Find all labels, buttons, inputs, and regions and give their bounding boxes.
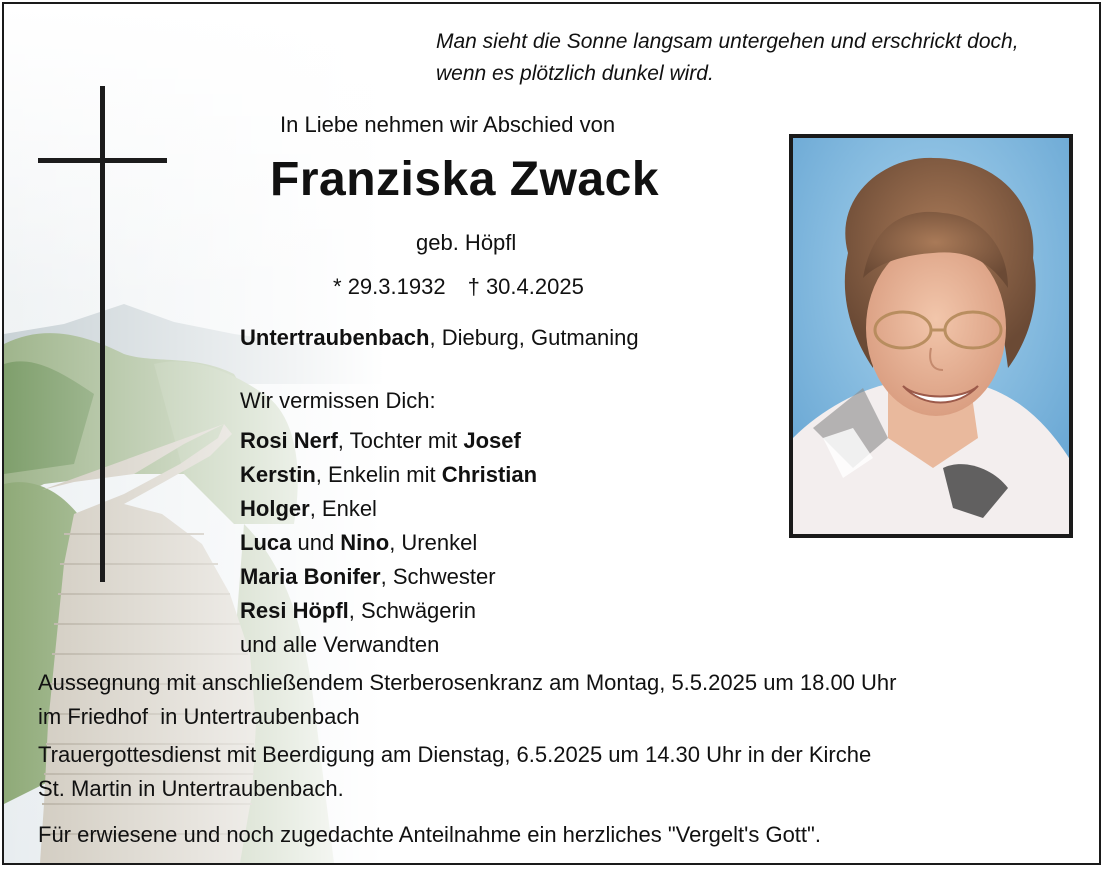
life-dates bbox=[333, 274, 584, 300]
mourner-relation: und bbox=[291, 530, 341, 555]
service-line-1: Trauergottesdienst mit Beerdigung am Dienstag, 6.5.2025 um 14.30 Uhr in der Kirche bbox=[38, 742, 872, 767]
mourner-name: Holger bbox=[240, 496, 310, 521]
quote-line-1: Man sieht die Sonne langsam untergehen und erschrickt doch, bbox=[436, 30, 1019, 53]
death-date: 30.4.2025 bbox=[485, 274, 584, 299]
mourner-name: Maria Bonifer bbox=[240, 564, 381, 589]
mourner-item bbox=[240, 492, 537, 526]
cross-horizontal-beam bbox=[38, 158, 167, 163]
mourner-relation: , Enkelin mit bbox=[315, 462, 442, 487]
blessing-line-1: Aussegnung mit anschließendem Sterberosenkranz am Montag, 5.5.2025 um 18.00 Uhr bbox=[38, 670, 897, 695]
funeral-service-notice bbox=[38, 738, 871, 806]
deceased-name: Franziska Zwack bbox=[270, 153, 660, 206]
mourner-relation-suffix: , Urenkel bbox=[389, 530, 478, 555]
blessing-notice bbox=[38, 666, 896, 734]
mourners-list bbox=[240, 424, 537, 662]
mourner-relation: , Tochter mit bbox=[337, 428, 464, 453]
mourner-relation: , Schwägerin bbox=[348, 598, 476, 623]
mourners-closing: und alle Verwandten bbox=[240, 632, 440, 657]
mourners-intro: Wir vermissen Dich: bbox=[240, 388, 436, 413]
birth-date: 29.3.1932 bbox=[347, 274, 446, 299]
portrait-photo bbox=[789, 134, 1073, 538]
quote-line-2: wenn es plötzlich dunkel wird. bbox=[436, 62, 714, 85]
blessing-line-2: im Friedhof in Untertraubenbach bbox=[38, 704, 360, 729]
mourner-item bbox=[240, 560, 537, 594]
place-primary: Untertraubenbach bbox=[240, 325, 430, 350]
quote bbox=[436, 26, 1086, 90]
farewell-intro: In Liebe nehmen wir Abschied von bbox=[280, 112, 616, 137]
thanks-notice: Für erwiesene und noch zugedachte Anteilnahme ein herzliches "Vergelt's Gott". bbox=[38, 822, 821, 847]
mourner-item bbox=[240, 458, 537, 492]
mourner-partner: Christian bbox=[441, 462, 538, 487]
death-symbol: † bbox=[467, 274, 480, 299]
obituary-card bbox=[2, 2, 1101, 865]
mourner-partner: Nino bbox=[340, 530, 390, 555]
mourner-relation: , Enkel bbox=[309, 496, 377, 521]
place-others: , Dieburg, Gutmaning bbox=[429, 325, 639, 350]
mourner-partner: Josef bbox=[463, 428, 521, 453]
mourner-name: Kerstin bbox=[240, 462, 316, 487]
mourner-name: Rosi Nerf bbox=[240, 428, 338, 453]
places bbox=[240, 325, 639, 351]
mourner-item bbox=[240, 424, 537, 458]
birth-name: geb. Höpfl bbox=[416, 230, 517, 255]
birth-symbol: * bbox=[333, 274, 342, 299]
mourner-item bbox=[240, 594, 537, 628]
mourner-item bbox=[240, 526, 537, 560]
portrait-illustration bbox=[793, 138, 1069, 534]
mourner-name: Luca bbox=[240, 530, 292, 555]
mourner-name: Resi Höpfl bbox=[240, 598, 349, 623]
service-line-2: St. Martin in Untertraubenbach. bbox=[38, 776, 344, 801]
mourner-relation: , Schwester bbox=[380, 564, 496, 589]
